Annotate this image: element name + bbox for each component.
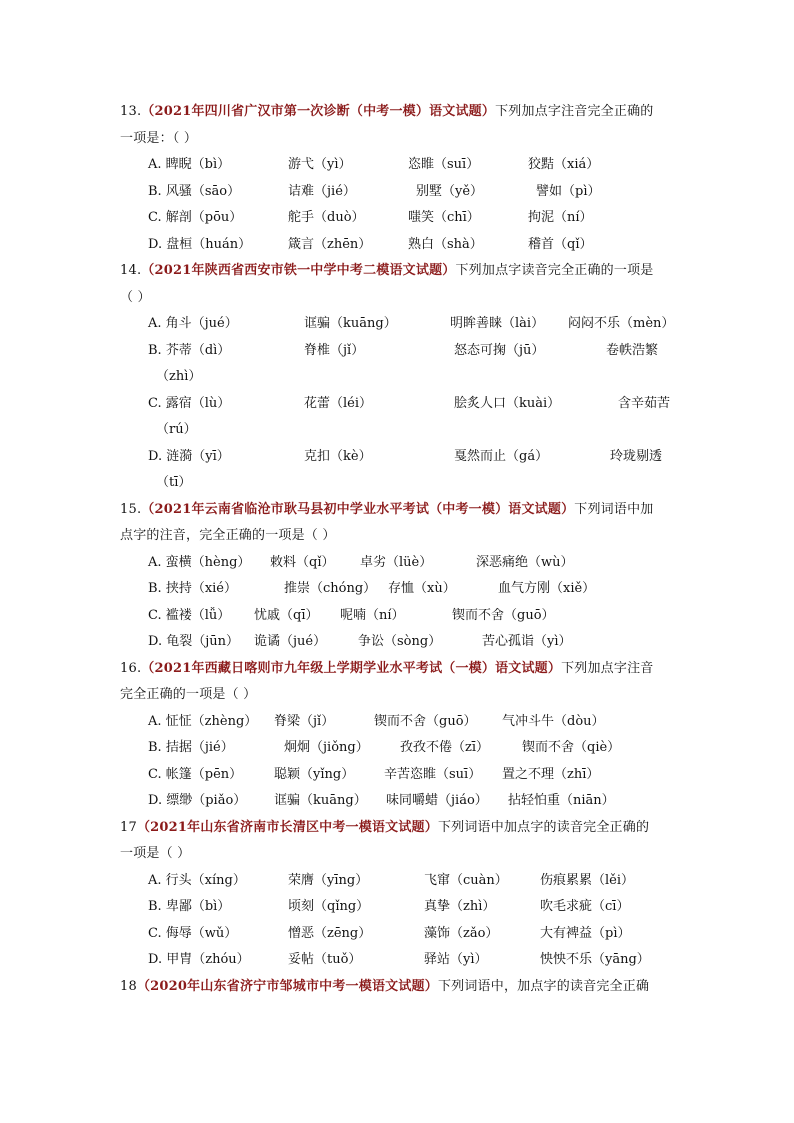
option-item: C. 褴褛（lǚ） [148, 607, 231, 623]
option-item: B. 卑鄙（bì） [148, 899, 231, 914]
question-stem [120, 497, 680, 524]
option-item: C. 侮辱（wǔ） [148, 925, 238, 941]
option-item: 卷帙浩繁 [606, 342, 659, 358]
option-item: 怏怏不乐（yāng） [540, 952, 650, 967]
option-item: 伤痕累累（lěi） [540, 872, 635, 888]
option-item: 推崇（chóng） [284, 581, 377, 596]
question-number: 17 [120, 819, 137, 835]
option-item: 忧戚（qī） [254, 607, 319, 623]
option-row-b [120, 338, 680, 365]
source-paren: ） [424, 819, 438, 835]
option-item: A. 怔怔（zhèng） [148, 713, 258, 729]
option-item: 玲珑剔透 [610, 448, 663, 464]
option-item: 存恤（xù） [388, 581, 456, 596]
source-paren: （ [136, 978, 151, 994]
option-row-a [120, 550, 680, 577]
question-number: 14. [120, 263, 142, 278]
source-paren: （ [136, 819, 151, 835]
question-number: 13. [120, 104, 142, 119]
source-paren: ） [442, 263, 456, 278]
option-item: 争讼（sòng） [358, 634, 442, 649]
option-item: 嗤笑（chī） [408, 210, 480, 225]
option-item: D. 盘桓（huán） [148, 236, 252, 252]
question-text: 下列词语中，加点字的读音完全正确 [437, 978, 650, 994]
question-source: 2021年云南省临沧市耿马县初中学业水平考试（中考一模）语文试题 [154, 501, 562, 517]
option-item: 拘泥（ní） [528, 210, 593, 225]
option-item: 譬如（pì） [536, 183, 601, 199]
question-text: 下列加点字注音 [561, 660, 654, 676]
question-number: 16. [120, 660, 142, 676]
option-item: D. 缥缈（piǎo） [148, 793, 247, 808]
option-row-d [120, 629, 680, 656]
option-item: D. 涟漪（yī） [148, 448, 230, 464]
option-item: 卓劣（lüè） [360, 554, 433, 570]
option-row-c [120, 762, 680, 789]
option-item: 拈轻怕重（niān） [508, 793, 615, 808]
question-stem [120, 258, 680, 285]
option-row-c [120, 205, 680, 232]
question-15 [120, 497, 680, 656]
option-row-d [120, 947, 680, 974]
question-source: 2021年山东省济南市长清区中考一模语文试题 [150, 819, 425, 835]
question-text: 下列词语中加 [574, 501, 654, 517]
option-item: B. 拮据（jié） [148, 740, 234, 755]
option-item: 憎恶（zēng） [288, 925, 372, 941]
option-row-b [120, 735, 680, 762]
option-row-b [120, 894, 680, 921]
option-item: 锲而不舍（guō） [452, 607, 555, 623]
question-source: 2020年山东省济宁市邹城市中考一模语文试题 [150, 978, 425, 994]
option-item: 明眸善睐（lài） [450, 316, 545, 331]
question-13 [120, 99, 680, 258]
option-row-c [120, 921, 680, 948]
question-source: 2021年四川省广汉市第一次诊断（中考一模）语文试题 [154, 104, 482, 119]
option-item: 敕料（qǐ） [270, 554, 335, 570]
option-row-a [120, 709, 680, 736]
question-stem [120, 815, 680, 842]
option-item: C. 帐篷（pēn） [148, 766, 243, 782]
option-item: 气冲斗牛（dòu） [502, 713, 605, 729]
option-item: 炯炯（jiǒng） [284, 740, 369, 755]
question-text-cont: 一项是（ ） [120, 846, 191, 861]
question-source: 2021年陕西省西安市铁一中学中考二模语文试题 [154, 263, 443, 278]
source-paren: ） [547, 660, 562, 676]
option-item: C. 露宿（lù） [148, 395, 231, 411]
question-source: 2021年西藏日喀则市九年级上学期学业水平考试（一模）语文试题 [154, 660, 548, 676]
question-list [120, 99, 680, 1000]
option-item: 脍炙人口（kuài） [454, 395, 561, 411]
question-17 [120, 815, 680, 974]
option-item: 血气方刚（xiě） [498, 581, 596, 596]
option-wrap: （tī） [156, 475, 192, 490]
option-item: 舵手（duò） [288, 210, 365, 225]
option-item: A. 行头（xíng） [148, 872, 246, 888]
option-row-a [120, 868, 680, 895]
question-16 [120, 656, 680, 815]
question-text-cont: 一项是：（ ） [120, 130, 198, 146]
question-14 [120, 258, 680, 497]
source-paren: （ [141, 660, 155, 676]
option-row-b [120, 179, 680, 206]
option-item: 诡谲（jué） [254, 634, 327, 649]
question-text: 下列词语中加点字的读音完全正确的 [437, 819, 650, 835]
option-item: 真挚（zhì） [424, 899, 496, 914]
option-item: 深恶痛绝（wù） [476, 554, 574, 570]
option-item: 苦心孤诣（yì） [482, 634, 572, 649]
option-item: 狡黠（xiá） [528, 157, 600, 172]
option-item: 诓骗（kuāng） [274, 793, 367, 808]
option-item: 别墅（yě） [416, 183, 484, 199]
option-item: A. 睥睨（bì） [148, 157, 231, 172]
option-item: 戛然而止（gá） [454, 448, 549, 464]
option-item: 飞窜（cuàn） [424, 872, 508, 888]
option-item: B. 挟持（xié） [148, 581, 238, 596]
option-item: 恣睢（suī） [408, 157, 480, 172]
source-paren: ） [561, 501, 575, 517]
option-item: B. 风骚（sāo） [148, 183, 241, 199]
option-item: 游弋（yì） [288, 157, 352, 172]
option-item: 辛苦恣睢（suī） [384, 766, 482, 782]
source-paren: ） [481, 104, 496, 119]
option-item: 稽首（qǐ） [528, 236, 593, 252]
option-item: 克扣（kè） [304, 448, 372, 464]
option-row-c [120, 391, 680, 418]
option-item: 驿站（yì） [424, 952, 488, 967]
question-text-cont: 完全正确的一项是（ ） [120, 687, 257, 702]
option-item: C. 解剖（pōu） [148, 210, 243, 225]
question-text-cont: （ ） [120, 289, 151, 305]
option-item: 吹毛求疵（cī） [540, 899, 630, 914]
option-item: 荣膺（yīng） [288, 872, 369, 888]
option-wrap: （zhì） [156, 369, 202, 384]
question-number: 18 [120, 978, 137, 994]
option-item: 呢喃（ní） [340, 607, 405, 623]
option-item: 妥帖（tuǒ） [288, 952, 362, 967]
option-item: 熟白（shà） [408, 236, 483, 252]
question-number: 15. [120, 501, 142, 517]
source-paren: （ [141, 263, 155, 278]
option-row-d [120, 444, 680, 471]
option-item: 箴言（zhēn） [288, 236, 372, 252]
option-row-a [120, 311, 680, 338]
option-item: D. 龟裂（jūn） [148, 634, 240, 649]
option-item: 花蕾（léi） [304, 395, 373, 411]
option-row-d [120, 232, 680, 259]
option-item: 聪颖（yǐng） [274, 766, 355, 782]
question-text-cont: 点字的注音，完全正确的一项是（ ） [120, 528, 336, 543]
question-text: 下列加点字注音完全正确的 [495, 104, 654, 119]
option-item: 置之不理（zhī） [502, 766, 600, 782]
option-item: A. 蛮横（hèng） [148, 554, 251, 570]
source-paren: ） [424, 978, 438, 994]
source-paren: （ [141, 104, 155, 119]
option-item: 含辛茹苦 [618, 395, 671, 411]
option-wrap: （rú） [156, 422, 197, 437]
option-item: 藻饰（zǎo） [424, 925, 499, 941]
option-item: A. 角斗（jué） [148, 316, 238, 331]
question-18 [120, 974, 680, 1001]
question-stem [120, 656, 680, 683]
option-item: 怒态可掬（jū） [454, 342, 545, 358]
option-row-a [120, 152, 680, 179]
option-item: 孜孜不倦（zī） [400, 740, 490, 755]
source-paren: （ [141, 501, 155, 517]
option-item: D. 甲胄（zhóu） [148, 952, 250, 967]
option-item: 锲而不舍（qiè） [522, 740, 621, 755]
option-item: B. 芥蒂（dì） [148, 342, 231, 358]
option-row-d [120, 788, 680, 815]
option-item: 诓骗（kuāng） [304, 316, 397, 331]
question-stem [120, 99, 680, 126]
option-item: 脊椎（jǐ） [304, 342, 365, 358]
option-item: 味同嚼蜡（jiáo） [386, 793, 488, 808]
question-stem [120, 974, 680, 1001]
option-item: 诘难（jié） [288, 183, 356, 199]
option-item: 锲而不舍（guō） [374, 713, 477, 729]
option-item: 顷刻（qǐng） [288, 899, 370, 914]
option-row-b [120, 576, 680, 603]
question-text: 下列加点字读音完全正确的一项是 [455, 263, 654, 278]
option-item: 脊梁（jǐ） [274, 713, 335, 729]
option-item: 闷闷不乐（mèn） [568, 316, 675, 331]
option-row-c [120, 603, 680, 630]
option-item: 大有裨益（pì） [540, 925, 631, 941]
